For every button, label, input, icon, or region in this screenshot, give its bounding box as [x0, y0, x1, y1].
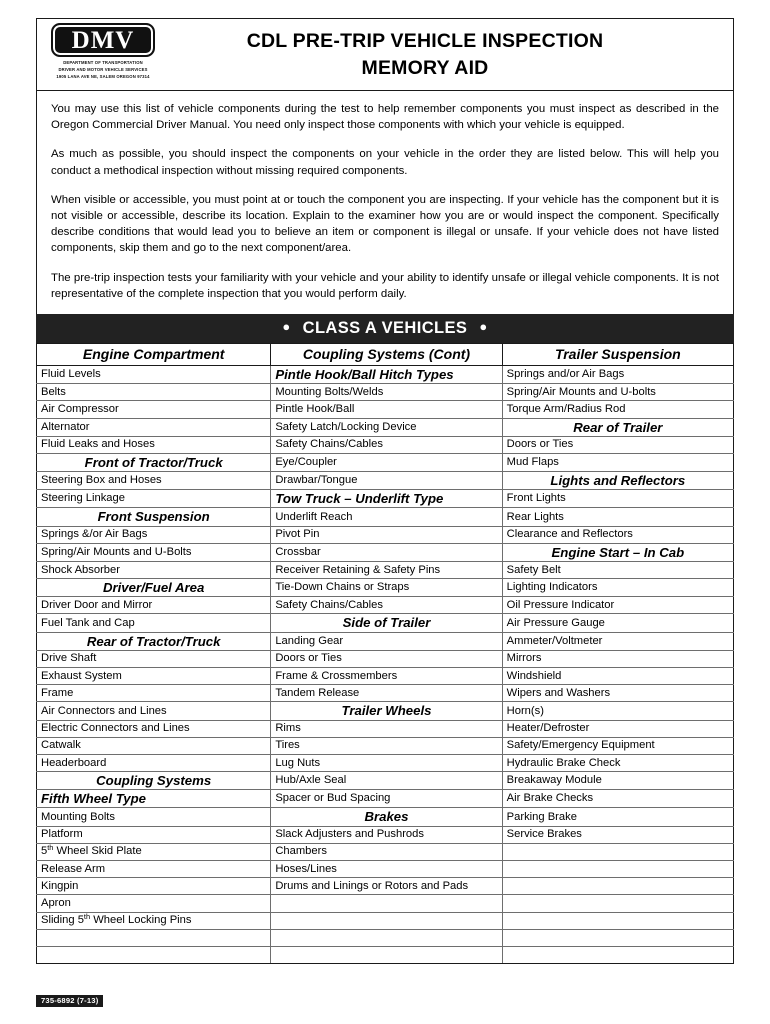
- checklist-item-cell[interactable]: [502, 808, 733, 826]
- empty-cell: [502, 843, 733, 860]
- checklist-item-label: Breakaway Module: [506, 774, 602, 787]
- table-row: [37, 472, 734, 490]
- checklist-item-cell[interactable]: [271, 543, 502, 561]
- section-heading-label: Driver/Fuel Area: [102, 580, 205, 596]
- page-title-line-1: CDL PRE-TRIP VEHICLE INSPECTION: [246, 29, 604, 52]
- table-body: [37, 365, 734, 963]
- checklist-item-cell[interactable]: [271, 384, 502, 401]
- checklist-item-cell[interactable]: [37, 365, 271, 383]
- checklist-item-label: Underlift Reach: [275, 510, 353, 523]
- checklist-item-label: Oil Pressure Indicator: [506, 598, 615, 611]
- section-heading-label: Pintle Hook/Ball Hitch Types: [275, 366, 454, 382]
- class-a-banner: [36, 314, 734, 343]
- checklist-item-cell[interactable]: [37, 912, 271, 929]
- checklist-item-label: Rear Lights: [506, 510, 564, 523]
- table-row: [37, 490, 734, 508]
- checklist-item-label: Crossbar: [275, 545, 321, 558]
- checklist-item-cell[interactable]: [502, 650, 733, 667]
- checklist-item-label: Spacer or Bud Spacing: [275, 792, 391, 805]
- section-heading-cell: [502, 418, 733, 436]
- checklist-item-cell[interactable]: [271, 436, 502, 453]
- checklist-item-cell[interactable]: [37, 808, 271, 826]
- section-heading-cell: [502, 543, 733, 561]
- checklist-item-cell[interactable]: [271, 790, 502, 808]
- section-heading-cell: [37, 772, 271, 790]
- checklist-item-cell[interactable]: [502, 365, 733, 383]
- checklist-item-label: Slack Adjusters and Pushrods: [275, 828, 424, 841]
- checklist-item-label: Headerboard: [41, 756, 107, 769]
- checklist-item-label: Ammeter/Voltmeter: [506, 634, 603, 647]
- section-heading-label: Fifth Wheel Type: [41, 791, 147, 807]
- checklist-item-cell[interactable]: [37, 720, 271, 737]
- inspection-checklist-table: [36, 343, 734, 964]
- checklist-item-cell[interactable]: [502, 685, 733, 702]
- checklist-item-label: Mud Flaps: [506, 456, 559, 469]
- checklist-item-label: 5th Wheel Skid Plate: [41, 843, 142, 858]
- table-row: [37, 737, 734, 754]
- checklist-item-cell[interactable]: [37, 650, 271, 667]
- section-heading-cell: [271, 614, 502, 632]
- checklist-item-label: Frame & Crossmembers: [275, 669, 398, 682]
- table-row: [37, 772, 734, 790]
- checklist-item-cell[interactable]: [271, 772, 502, 790]
- checklist-item-label: Mounting Bolts: [41, 810, 116, 823]
- section-heading-label: Rear of Tractor/Truck: [86, 633, 221, 649]
- checklist-item-cell[interactable]: [271, 737, 502, 754]
- document-title: [167, 19, 733, 90]
- section-heading-cell: [271, 490, 502, 508]
- checklist-item-cell[interactable]: [502, 632, 733, 650]
- checklist-item-label: Driver Door and Mirror: [41, 598, 153, 611]
- checklist-item-cell[interactable]: [37, 895, 271, 912]
- checklist-item-label: Air Connectors and Lines: [41, 704, 167, 717]
- section-heading-label: Rear of Trailer: [573, 419, 663, 435]
- checklist-item-label: Pivot Pin: [275, 528, 320, 541]
- checklist-item-cell[interactable]: [271, 843, 502, 860]
- checklist-item-cell[interactable]: [271, 878, 502, 895]
- checklist-item-label: Service Brakes: [506, 828, 582, 841]
- checklist-item-cell[interactable]: [37, 597, 271, 614]
- checklist-item-cell[interactable]: [502, 826, 733, 843]
- empty-cell: [271, 946, 502, 963]
- table-row: [37, 508, 734, 526]
- checklist-item-cell[interactable]: [502, 579, 733, 597]
- checklist-item-cell[interactable]: [37, 543, 271, 561]
- checklist-item-label: Catwalk: [41, 739, 81, 752]
- checklist-item-cell[interactable]: [271, 632, 502, 650]
- agency-line-2: DRIVER AND MOTOR VEHICLE SERVICES: [58, 66, 148, 72]
- empty-label: [503, 862, 733, 877]
- checklist-item-label: Front Lights: [506, 492, 566, 505]
- checklist-item-label: Kingpin: [41, 879, 79, 892]
- empty-label: [37, 930, 270, 945]
- checklist-item-cell[interactable]: [502, 720, 733, 737]
- section-heading-label: Front Suspension: [97, 509, 210, 525]
- checklist-item-label: Belts: [41, 385, 66, 398]
- checklist-item-label: Fluid Leaks and Hoses: [41, 438, 155, 451]
- empty-label: [503, 844, 733, 859]
- checklist-item-label: Clearance and Reflectors: [506, 528, 633, 541]
- checklist-item-label: Spring/Air Mounts and U-Bolts: [41, 545, 192, 558]
- table-row: [37, 401, 734, 418]
- empty-label: [503, 896, 733, 911]
- empty-label: [503, 948, 733, 963]
- empty-cell: [502, 878, 733, 895]
- checklist-item-label: Doors or Ties: [506, 438, 574, 451]
- bullet-left-icon: ●: [282, 318, 291, 334]
- table-row: [37, 436, 734, 453]
- checklist-item-label: Lug Nuts: [275, 756, 321, 769]
- bullet-right-icon: ●: [479, 318, 488, 334]
- page-title-line-2: MEMORY AID: [361, 56, 489, 79]
- checklist-item-label: Safety Latch/Locking Device: [275, 420, 417, 433]
- checklist-item-label: Spring/Air Mounts and U-bolts: [506, 385, 656, 398]
- checklist-item-cell[interactable]: [37, 490, 271, 508]
- agency-address-block: [56, 60, 149, 81]
- checklist-item-cell[interactable]: [502, 614, 733, 632]
- empty-label: [271, 913, 501, 928]
- checklist-item-cell[interactable]: [271, 561, 502, 578]
- checklist-item-cell[interactable]: [37, 878, 271, 895]
- checklist-item-cell[interactable]: [271, 401, 502, 418]
- empty-label: [503, 930, 733, 945]
- checklist-item-cell[interactable]: [502, 401, 733, 418]
- checklist-item-label: Alternator: [41, 420, 90, 433]
- checklist-item-label: Safety/Emergency Equipment: [506, 739, 655, 752]
- checklist-item-label: Rims: [275, 722, 301, 735]
- checklist-item-cell[interactable]: [271, 861, 502, 878]
- checklist-item-cell[interactable]: [37, 861, 271, 878]
- checklist-item-cell[interactable]: [271, 472, 502, 490]
- checklist-item-label: Receiver Retaining & Safety Pins: [275, 563, 441, 576]
- checklist-item-label: Apron: [41, 897, 71, 910]
- checklist-item-cell[interactable]: [271, 668, 502, 685]
- empty-cell: [502, 895, 733, 912]
- table-row: [37, 790, 734, 808]
- checklist-item-cell[interactable]: [37, 826, 271, 843]
- table-row: [37, 526, 734, 543]
- checklist-item-label: Steering Box and Hoses: [41, 474, 162, 487]
- table-row: [37, 702, 734, 720]
- document-header: [36, 18, 734, 90]
- section-heading-cell: [271, 808, 502, 826]
- checklist-item-label: Safety Chains/Cables: [275, 598, 383, 611]
- column-header-2: Coupling Systems (Cont): [271, 343, 502, 365]
- table-row: [37, 453, 734, 471]
- table-row: [37, 826, 734, 843]
- checklist-item-label: Parking Brake: [506, 810, 577, 823]
- section-heading-label: Lights and Reflectors: [550, 473, 686, 489]
- checklist-item-label: Shock Absorber: [41, 563, 120, 576]
- checklist-item-cell[interactable]: [502, 702, 733, 720]
- checklist-item-cell[interactable]: [502, 508, 733, 526]
- table-row: [37, 579, 734, 597]
- checklist-item-label: Fluid Levels: [41, 368, 101, 381]
- checklist-item-label: Eye/Coupler: [275, 456, 337, 469]
- checklist-item-label: Drums and Linings or Rotors and Pads: [275, 879, 469, 892]
- intro-section: [36, 90, 734, 314]
- section-heading-label: Side of Trailer: [342, 615, 431, 631]
- column-header-3: Trailer Suspension: [502, 343, 733, 365]
- table-row: [37, 808, 734, 826]
- checklist-item-cell[interactable]: [271, 650, 502, 667]
- checklist-item-label: Springs &/or Air Bags: [41, 528, 148, 541]
- checklist-item-label: Doors or Ties: [275, 652, 342, 665]
- checklist-item-label: Air Compressor: [41, 402, 119, 415]
- checklist-item-cell[interactable]: [502, 384, 733, 401]
- table-row: [37, 861, 734, 878]
- empty-cell: [37, 946, 271, 963]
- checklist-item-cell[interactable]: [37, 401, 271, 418]
- checklist-item-label: Windshield: [506, 669, 562, 682]
- checklist-item-label: Exhaust System: [41, 669, 122, 682]
- table-row: [37, 895, 734, 912]
- table-header-row: [37, 343, 734, 365]
- checklist-item-cell[interactable]: [271, 508, 502, 526]
- agency-line-3: 1905 LANA AVE NE, SALEM OREGON 97314: [56, 73, 150, 79]
- empty-cell: [271, 929, 502, 946]
- table-row: [37, 946, 734, 963]
- checklist-item-cell[interactable]: [37, 472, 271, 490]
- checklist-item-label: Tandem Release: [275, 686, 360, 699]
- checklist-item-label: Safety Chains/Cables: [275, 438, 383, 451]
- dmv-logo: [37, 19, 167, 90]
- section-heading-label: Front of Tractor/Truck: [84, 454, 223, 470]
- empty-cell: [271, 912, 502, 929]
- empty-label: [503, 879, 733, 894]
- section-heading-cell: [502, 472, 733, 490]
- checklist-item-label: Safety Belt: [506, 563, 561, 576]
- checklist-item-label: Platform: [41, 828, 83, 841]
- checklist-item-label: Air Pressure Gauge: [506, 616, 605, 629]
- table-row: [37, 418, 734, 436]
- checklist-item-cell[interactable]: [502, 772, 733, 790]
- checklist-item-cell[interactable]: [502, 490, 733, 508]
- checklist-item-label: Fuel Tank and Cap: [41, 616, 135, 629]
- table-row: [37, 878, 734, 895]
- section-heading-label: Coupling Systems: [96, 773, 212, 789]
- checklist-item-cell[interactable]: [502, 436, 733, 453]
- dmv-badge-icon: [51, 23, 155, 57]
- checklist-item-label: Release Arm: [41, 862, 106, 875]
- checklist-item-cell[interactable]: [502, 790, 733, 808]
- checklist-item-cell[interactable]: [502, 737, 733, 754]
- empty-label: [503, 913, 733, 928]
- checklist-item-cell[interactable]: [37, 418, 271, 436]
- checklist-item-cell[interactable]: [37, 843, 271, 860]
- form-number-badge: 735-6892 (7-13): [36, 995, 103, 1007]
- table-row: [37, 754, 734, 771]
- checklist-item-label: Electric Connectors and Lines: [41, 722, 190, 735]
- section-heading-label: Tow Truck – Underlift Type: [275, 491, 444, 507]
- empty-label: [37, 948, 270, 963]
- agency-line-1: DEPARTMENT OF TRANSPORTATION: [63, 60, 143, 65]
- class-banner-label: CLASS A VEHICLES: [302, 318, 468, 337]
- checklist-item-cell[interactable]: [271, 526, 502, 543]
- section-heading-cell: [271, 365, 502, 383]
- section-heading-label: Brakes: [364, 809, 409, 825]
- checklist-item-label: Air Brake Checks: [506, 792, 594, 805]
- empty-cell: [502, 861, 733, 878]
- empty-cell: [502, 946, 733, 963]
- checklist-item-label: Horn(s): [506, 704, 544, 717]
- checklist-item-label: Drawbar/Tongue: [275, 474, 358, 487]
- checklist-item-cell[interactable]: [271, 720, 502, 737]
- table-row: [37, 561, 734, 578]
- table-row: [37, 597, 734, 614]
- table-row: [37, 365, 734, 383]
- checklist-item-label: Hoses/Lines: [275, 862, 337, 875]
- section-heading-cell: [37, 508, 271, 526]
- checklist-item-cell[interactable]: [271, 754, 502, 771]
- section-heading-cell: [271, 702, 502, 720]
- empty-label: [271, 896, 501, 911]
- table-row: [37, 384, 734, 401]
- checklist-item-label: Mirrors: [506, 652, 542, 665]
- checklist-item-cell[interactable]: [271, 826, 502, 843]
- checklist-item-cell[interactable]: [271, 597, 502, 614]
- checklist-item-cell[interactable]: [37, 685, 271, 702]
- checklist-item-label: Mounting Bolts/Welds: [275, 385, 384, 398]
- table-row: [37, 720, 734, 737]
- table-row: [37, 843, 734, 860]
- empty-cell: [502, 929, 733, 946]
- checklist-item-cell[interactable]: [271, 579, 502, 597]
- checklist-item-label: Tires: [275, 739, 300, 752]
- section-heading-label: Engine Start – In Cab: [551, 544, 685, 560]
- checklist-item-label: Landing Gear: [275, 634, 344, 647]
- checklist-item-label: Pintle Hook/Ball: [275, 402, 355, 415]
- checklist-item-label: Steering Linkage: [41, 492, 125, 505]
- section-heading-cell: [37, 632, 271, 650]
- table-row: [37, 650, 734, 667]
- checklist-item-cell[interactable]: [502, 526, 733, 543]
- checklist-item-cell[interactable]: [271, 418, 502, 436]
- checklist-item-label: Wipers and Washers: [506, 686, 611, 699]
- table-row: [37, 912, 734, 929]
- section-heading-cell: [37, 453, 271, 471]
- section-heading-label: Trailer Wheels: [341, 703, 432, 719]
- checklist-item-cell[interactable]: [37, 526, 271, 543]
- checklist-item-cell[interactable]: [502, 597, 733, 614]
- checklist-item-label: Drive Shaft: [41, 652, 97, 665]
- checklist-item-cell[interactable]: [271, 685, 502, 702]
- checklist-item-label: Hydraulic Brake Check: [506, 756, 621, 769]
- checklist-item-cell[interactable]: [502, 561, 733, 578]
- checklist-item-label: Springs and/or Air Bags: [506, 368, 625, 381]
- checklist-item-label: Heater/Defroster: [506, 722, 590, 735]
- checklist-item-label: Frame: [41, 686, 74, 699]
- checklist-item-cell[interactable]: [271, 453, 502, 471]
- intro-paragraph-4: The pre-trip inspection tests your familiarity with your vehicle and your ability to identify unsafe or illegal vehicle components. It is not representative of the complete inspection that you would perform daily.: [51, 271, 719, 300]
- empty-label: [271, 948, 501, 963]
- checklist-item-cell[interactable]: [37, 384, 271, 401]
- table-row: [37, 929, 734, 946]
- checklist-item-label: Tie-Down Chains or Straps: [275, 581, 410, 594]
- checklist-item-cell[interactable]: [37, 561, 271, 578]
- table-row: [37, 632, 734, 650]
- checklist-item-cell[interactable]: [37, 668, 271, 685]
- empty-cell: [271, 895, 502, 912]
- document-footer: [36, 990, 103, 1008]
- empty-label: [271, 930, 501, 945]
- checklist-item-cell[interactable]: [502, 453, 733, 471]
- intro-paragraph-2: As much as possible, you should inspect the components on your vehicle in the order they are listed below. This will help you conduct a methodical inspection without missing required components.: [51, 148, 719, 177]
- checklist-item-cell[interactable]: [502, 668, 733, 685]
- checklist-item-label: Sliding 5th Wheel Locking Pins: [41, 912, 192, 927]
- section-heading-cell: [37, 579, 271, 597]
- empty-cell: [37, 929, 271, 946]
- section-heading-cell: [37, 790, 271, 808]
- checklist-item-label: Chambers: [275, 845, 327, 858]
- checklist-item-cell[interactable]: [37, 754, 271, 771]
- table-row: [37, 614, 734, 632]
- checklist-item-cell[interactable]: [37, 614, 271, 632]
- checklist-item-cell[interactable]: [502, 754, 733, 771]
- column-header-1: Engine Compartment: [37, 343, 271, 365]
- table-row: [37, 685, 734, 702]
- checklist-item-label: Torque Arm/Radius Rod: [506, 402, 626, 415]
- table-row: [37, 543, 734, 561]
- intro-paragraph-3: When visible or accessible, you must point at or touch the component you are inspecting. If your vehicle has the component but it is not visible or accessible, describe its location. Explain to the examiner how you are or would inspect the component. Specifically describe conditions that would lead you to believe an item or component is illegal or unsafe. If your vehicle does not have listed components, skip them and go to the next component/area.: [51, 193, 719, 255]
- table-row: [37, 668, 734, 685]
- checklist-item-cell[interactable]: [37, 436, 271, 453]
- checklist-item-cell[interactable]: [37, 702, 271, 720]
- empty-cell: [502, 912, 733, 929]
- checklist-item-label: Lighting Indicators: [506, 581, 598, 594]
- dmv-logo-text: DMV: [71, 26, 135, 54]
- checklist-item-label: Hub/Axle Seal: [275, 774, 347, 787]
- intro-paragraph-1: You may use this list of vehicle components during the test to help remember components you must inspect as described in the Oregon Commercial Driver Manual. You need only inspect those components with which your vehicle is equipped.: [51, 103, 719, 132]
- checklist-item-cell[interactable]: [37, 737, 271, 754]
